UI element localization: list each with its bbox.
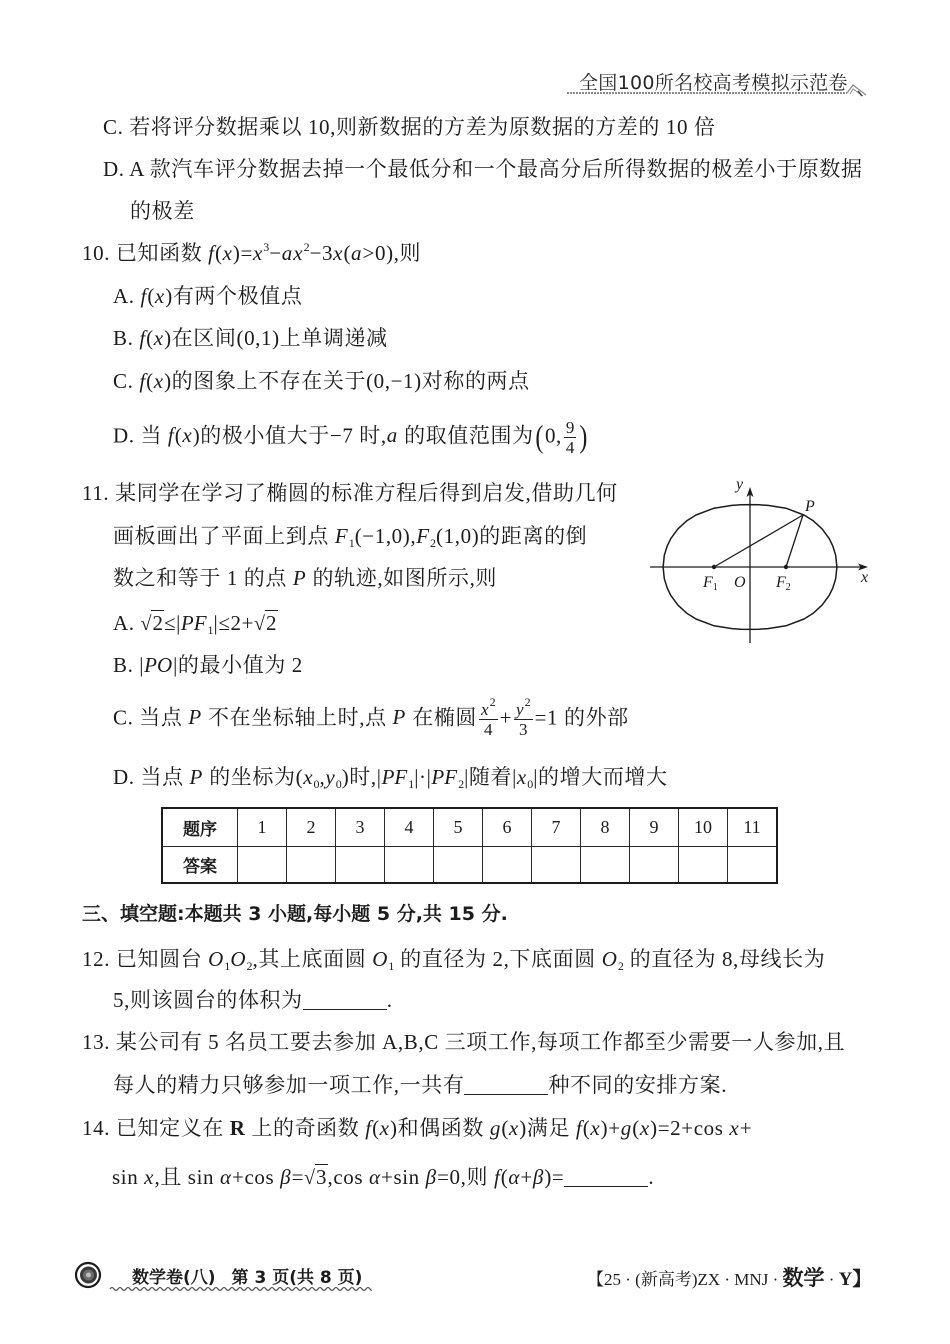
math-var: β [425,1165,437,1189]
text: )=2+cos [650,1116,730,1140]
big-paren-right: ) [579,417,589,454]
answer-cell [483,847,532,884]
subscript: 2 [617,959,624,973]
text: ,且 sin [154,1165,220,1189]
radical-icon: √ [140,613,152,635]
math-var: x [144,1165,154,1189]
math-var: P [292,566,306,590]
subscript: 1 [224,959,231,973]
subscript: 1 [348,536,355,550]
table-cell: 2 [287,808,336,847]
text: = [291,1165,305,1189]
math-var: f [167,423,174,448]
text: 的直径为 2,下底面圆 [394,947,602,971]
math-var: O [601,947,617,971]
text: B. [113,326,140,350]
series-title: 全国100所名校高考模拟示范卷 [579,72,848,94]
text: . [648,1165,655,1189]
section-heading: 三、填空题:本题共 3 小题,每小题 5 分,共 15 分. [82,903,508,925]
sqrt-expression [140,611,163,635]
text: )的图象上不存在关于(0,−1)对称的两点 [164,369,530,393]
text: 的坐标为( [203,765,304,789]
disc-logo-icon [74,1261,102,1289]
text: 的取值范围为 [398,423,534,448]
table-row-answers [162,847,777,884]
text: ( [147,284,155,308]
subscript: 0 [527,777,534,791]
subscript: 1 [388,959,395,973]
math-var: x [729,1116,739,1140]
real-numbers-symbol: R [229,1116,246,1140]
subject-label: 数学 [782,1266,825,1290]
math-var: f [365,1116,372,1140]
exponent: 2 [303,240,310,254]
wavy-underline [108,1284,372,1294]
answer-cell [679,847,728,884]
math-var: P [188,705,202,730]
subscript: 0 [313,777,320,791]
option-text: 的极差 [130,199,195,223]
text: ( [215,241,223,265]
q11-option-b [113,650,303,680]
text: )= [544,1165,565,1189]
math-var: β [532,1165,544,1189]
text: D. 当 [113,423,168,448]
fraction-x2-over-4 [479,695,498,739]
text: 的直径为 8,母线长为 [623,947,826,971]
text: ( [582,1116,591,1140]
math-var: O [230,947,246,971]
text: 的轨迹,如图所示,则 [306,566,498,590]
text: + [739,1116,753,1140]
text: 每人的精力只够参加一项工作,一共有 [113,1073,465,1097]
exponent: 2 [489,695,496,709]
text: )满足 [519,1116,576,1140]
q10-option-d [113,418,590,457]
text: . [386,988,393,1012]
q14-line1 [82,1113,752,1143]
focus1-label: F1 [703,574,718,593]
math-var: PF [431,765,458,789]
text: B. | [113,653,145,677]
math-var: β [280,1165,291,1189]
page-number: 第 3 页(共 8 页) [231,1268,363,1288]
text: )和偶函数 [389,1116,490,1140]
q12-line2 [113,985,393,1015]
text: ( [343,241,352,265]
radicand: 2 [152,611,163,635]
q10-option-a [113,281,302,311]
table-cell: 5 [434,808,483,847]
text: +cos [232,1165,281,1189]
text: 10. 已知函数 [82,241,209,265]
text: ( [501,1116,509,1140]
text: )有两个极值点 [165,284,303,308]
paper-title: 数学卷(八) [132,1268,216,1288]
math-var: x [508,1116,519,1140]
option-text: C. 若将评分数据乘以 10,则新数据的方差为原数据的方差的 10 倍 [103,115,716,139]
table-cell: 4 [385,808,434,847]
text: 数之和等于 1 的点 [113,566,293,590]
text: |随着| [464,765,517,789]
answer-cell [630,847,679,884]
math-var: x [590,1116,600,1140]
denominator: 4 [565,438,575,457]
math-var: P [189,765,203,789]
table-cell: 8 [581,808,630,847]
text: ,其上底面圆 [252,947,373,971]
text: ,cos [327,1165,369,1189]
math-var: y [325,765,335,789]
text: A. [113,284,141,308]
math-var: x [153,326,164,350]
text: )在区间(0,1)上单调递减 [164,326,388,350]
radicand: 2 [266,611,277,635]
math-var: f [208,241,214,265]
answer-blank [464,1072,548,1095]
text: ( [372,1116,380,1140]
math-var: x [153,369,164,393]
text: 0, [544,423,562,448]
text: C. [113,369,140,393]
text: + [520,1165,533,1189]
math-var: x [303,765,313,789]
table-row-numbers [162,808,777,847]
sqrt-expression [304,1165,327,1189]
footer-paper-code [587,1264,871,1294]
math-var: F [334,524,348,548]
text: 14. 已知定义在 [82,1116,230,1140]
math-var: x [333,241,343,265]
table-cell: 11 [728,808,778,847]
q9-option-d [103,154,863,184]
table-cell: 1 [238,808,287,847]
math-var: PF [381,765,408,789]
sqrt-expression [254,611,277,635]
text: |的增大而增大 [533,765,668,789]
q10-stem [82,238,421,268]
text: >0),则 [362,241,422,265]
math-var: PF [180,611,207,635]
focus2-label: F2 [776,574,791,593]
answer-cell [385,847,434,884]
text: ( [174,423,183,448]
answer-cell [434,847,483,884]
q13-line2 [113,1070,727,1100]
math-var: PO [144,653,173,677]
text: − [269,241,282,265]
math-var: x [293,241,303,265]
option-text: D. A 款汽车评分数据去掉一个最低分和一个最高分后所得数据的极差小于原数据 [103,157,863,181]
table-cell: 7 [532,808,581,847]
q11-stem-line3 [113,563,497,593]
math-var: α [508,1165,520,1189]
q10-option-b [113,323,388,353]
text: ≤| [163,611,181,635]
math-var: f [140,284,147,308]
math-var: a [386,423,398,448]
text: 5,则该圆台的体积为 [113,988,303,1012]
row-label-question-number: 题序 [162,808,238,847]
math-var: g [620,1116,632,1140]
text: ( [500,1165,509,1189]
radicand: 3 [316,1165,327,1189]
text: 12. 已知圆台 [82,947,209,971]
text: 画板画出了平面上到点 [113,524,335,548]
table-cell: 9 [630,808,679,847]
text: =1 的外部 [534,705,629,730]
focus1-dot [712,565,716,569]
text: C. 当点 [113,705,189,730]
math-var: x [516,765,527,789]
subscript: 2 [458,777,465,791]
math-var: α [369,1165,381,1189]
math-var: α [219,1165,231,1189]
answer-cell [728,847,778,884]
answer-table [161,807,778,884]
code-suffix: Y】 [838,1269,872,1290]
q11-option-a [113,608,278,639]
math-var: f [575,1116,582,1140]
math-var: x [154,284,165,308]
row-label-answer: 答案 [162,847,238,884]
text: 上的奇函数 [245,1116,366,1140]
text: ( [146,326,154,350]
radical-icon: √ [254,613,266,635]
q11-option-d [113,762,668,792]
text: )的极小值大于−7 时, [192,423,387,448]
radical-icon: √ [304,1167,315,1189]
text: 11. 某同学在学习了椭圆的标准方程后得到启发,借助几何 [82,481,618,505]
numerator: 9 [565,418,575,437]
answer-blank [303,987,387,1010]
math-var: x [222,241,232,265]
text: ( [146,369,154,393]
table-cell: 3 [336,808,385,847]
text: 在椭圆 [406,705,478,730]
table-cell: 10 [679,808,728,847]
text: )+ [600,1116,621,1140]
numerator [479,695,498,720]
text: ( [632,1116,640,1140]
q14-line2 [112,1162,654,1193]
math-var: x [639,1116,650,1140]
text: =0,则 [437,1165,494,1189]
q13-line1 [82,1027,845,1057]
code-prefix: 【25 · (新高考)ZX · MNJ · [587,1270,783,1289]
y-axis-label: y [736,476,744,493]
text: 不在坐标轴上时,点 [202,705,393,730]
text: )= [232,241,253,265]
exponent: 3 [263,240,270,254]
fraction-nine-fourths [564,418,577,457]
text: A. [113,611,141,635]
origin-label: O [734,574,746,591]
answer-cell [532,847,581,884]
segment-pf1 [714,515,803,567]
table-cell: 6 [483,808,532,847]
text: , [319,765,326,789]
subscript: 1 [408,777,415,791]
math-var: x [252,241,263,265]
text: |的最小值为 2 [173,653,303,677]
answer-cell [287,847,336,884]
x-axis-label: x [861,569,869,586]
math-var: f [139,369,146,393]
q9-option-d-continued [130,196,195,226]
math-var: P [392,705,406,730]
math-var: x [182,423,192,448]
text: )时,| [341,765,382,789]
answer-blank [564,1164,648,1187]
math-var: x [481,700,489,719]
text: +sin [381,1165,426,1189]
text: sin [112,1165,145,1189]
text: |·| [414,765,432,789]
answer-cell [581,847,630,884]
text: |≤2+ [213,611,255,635]
answer-cell [238,847,287,884]
math-var: y [516,700,524,719]
point-p-label: P [805,498,815,515]
text: 种不同的安排方案. [548,1073,728,1097]
locus-diagram [645,470,880,650]
q11-stem-line1 [82,478,618,508]
subscript: 0 [335,777,342,791]
q10-option-c [113,366,530,396]
big-paren-left: ( [535,417,544,454]
q12-line1 [82,944,825,974]
text: D. 当点 [113,765,190,789]
exponent: 2 [524,695,531,709]
separator: · [824,1270,839,1289]
math-var: a [351,241,362,265]
math-var: O [208,947,224,971]
denominator: 3 [519,720,528,739]
denominator: 4 [484,720,493,739]
text: (−1,0), [354,524,417,548]
math-var: x [379,1116,389,1140]
fraction-y2-over-3 [514,695,533,739]
math-var: a [281,241,293,265]
math-var: F [416,524,430,548]
text: −3 [309,241,334,265]
q9-option-c [103,112,716,142]
focus2-dot [784,565,788,569]
text: (1,0)的距离的倒 [436,524,588,548]
subscript: 2 [246,959,253,973]
subscript: 2 [430,536,437,550]
text: 13. 某公司有 5 名员工要去参加 A,B,C 三项工作,每项工作都至少需要一人参加,且 [82,1030,846,1054]
math-var: f [493,1165,500,1189]
math-var: f [139,326,146,350]
numerator [514,695,533,720]
q11-option-c [113,695,629,739]
subscript: 1 [207,623,214,637]
text: + [499,705,513,730]
answer-cell [336,847,385,884]
q11-stem-line2 [113,521,587,551]
math-var: O [372,947,388,971]
math-var: g [489,1116,501,1140]
roof-underline-icon [560,78,880,102]
